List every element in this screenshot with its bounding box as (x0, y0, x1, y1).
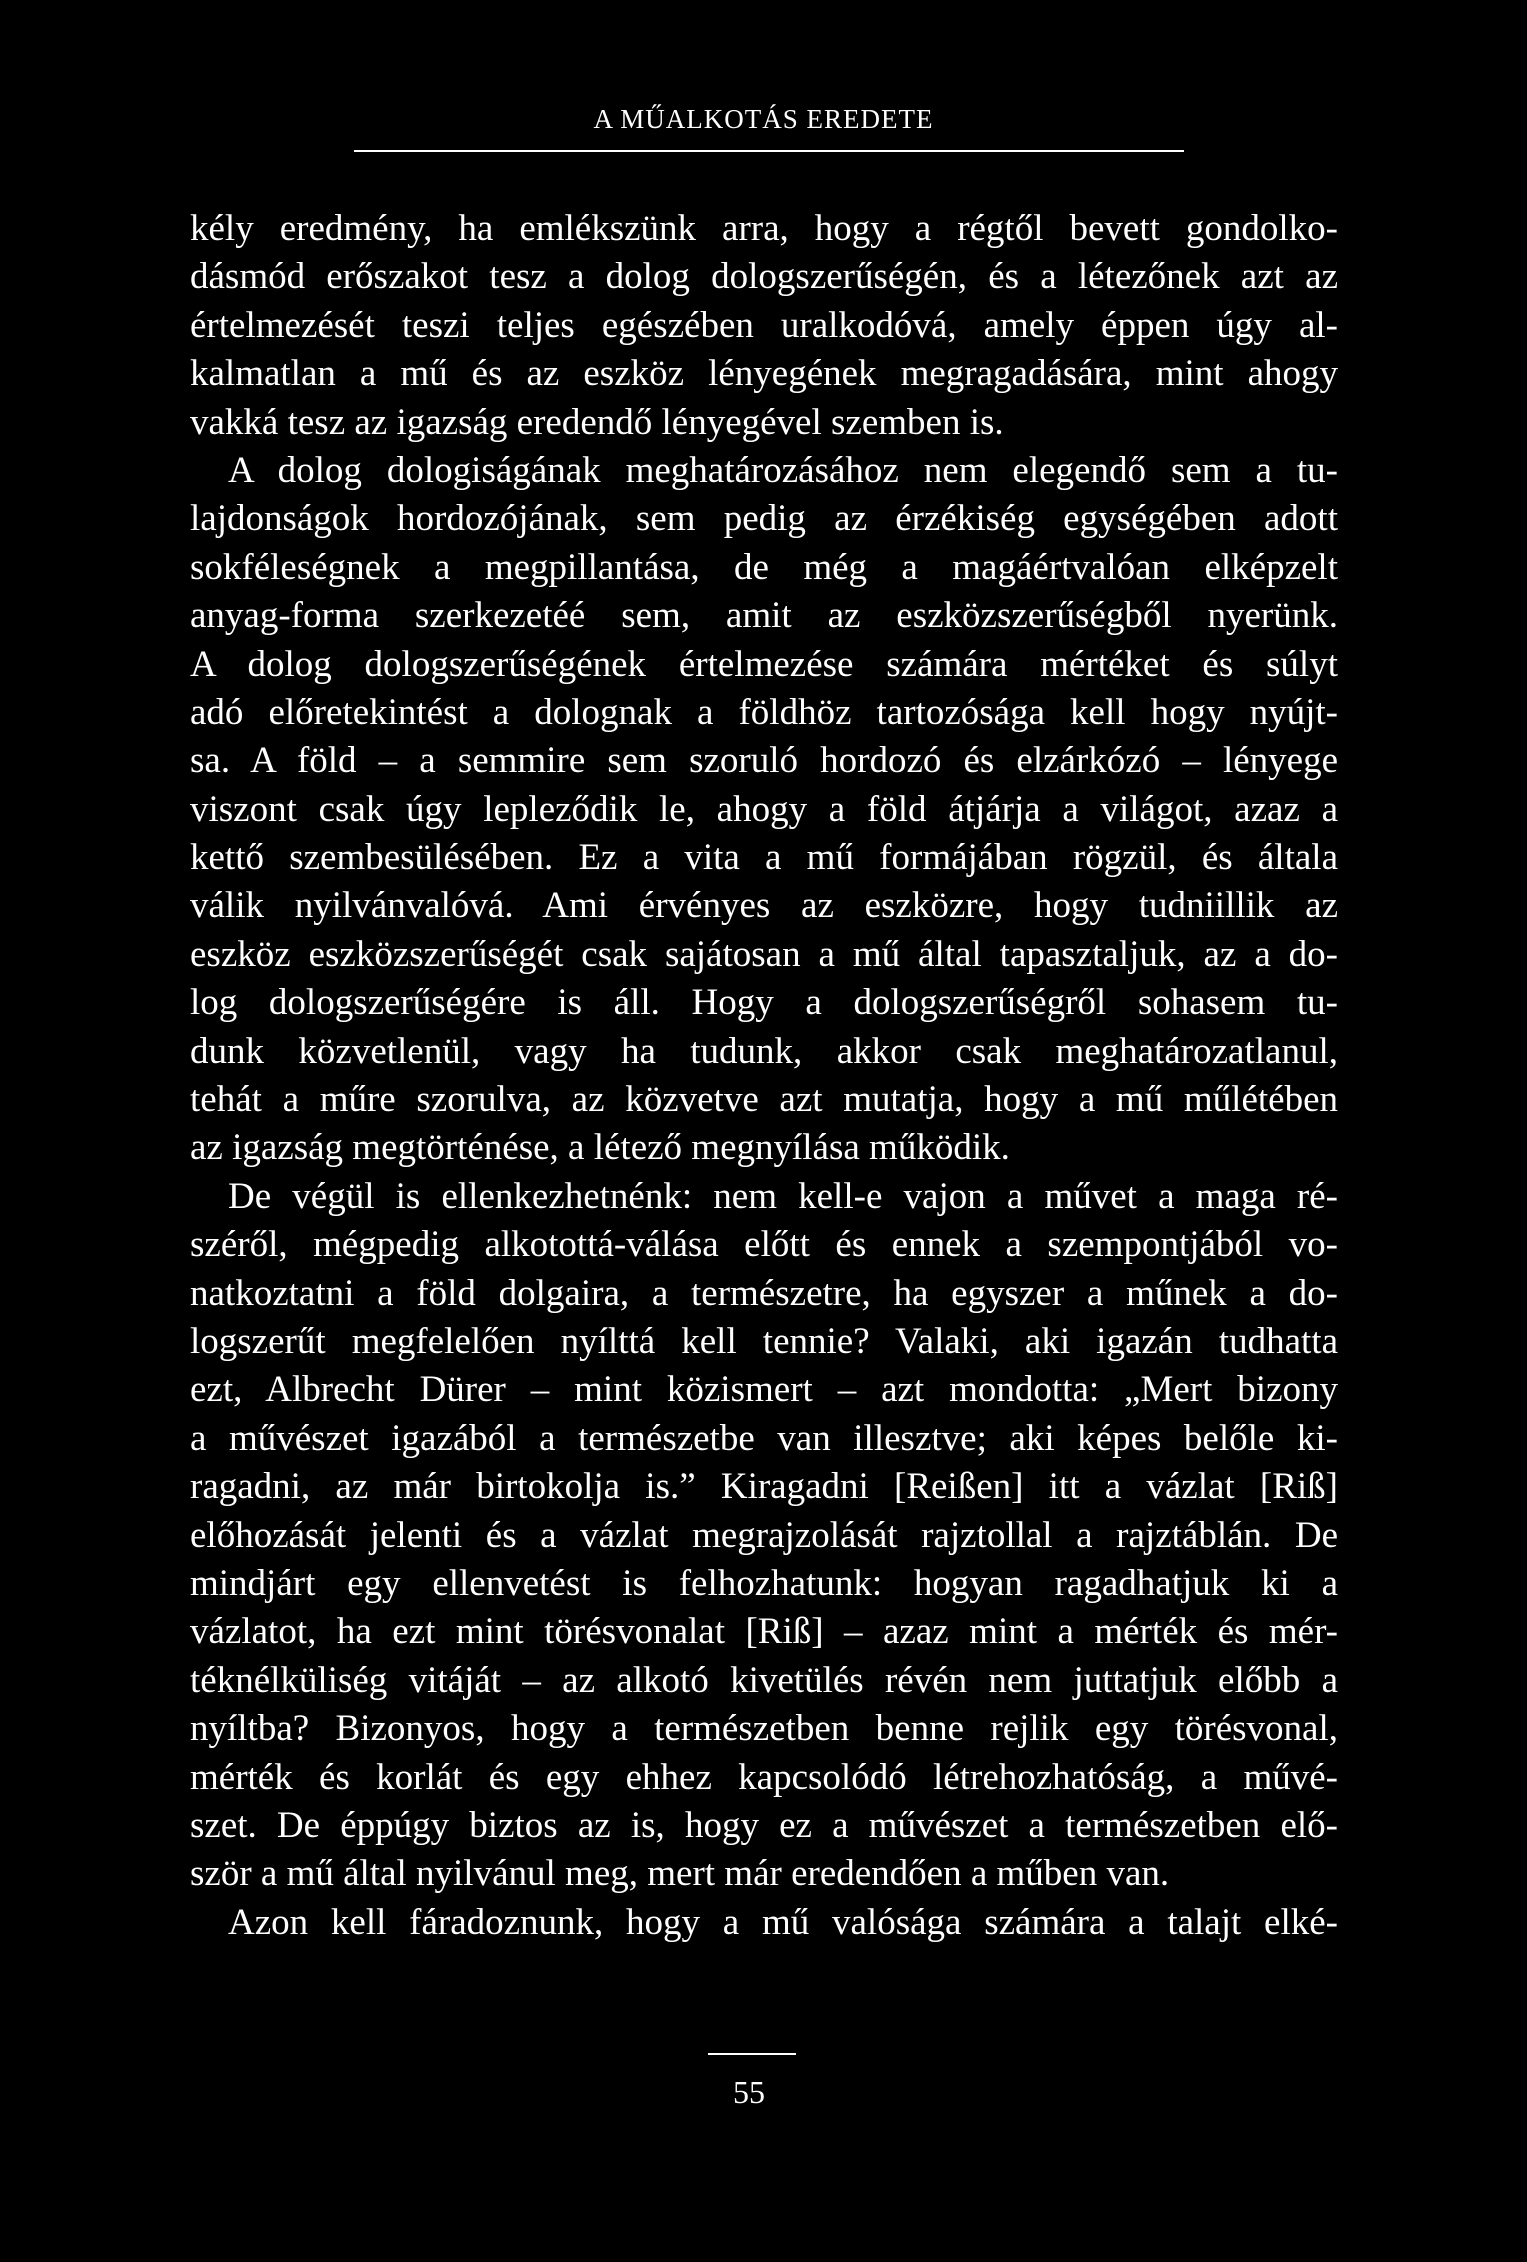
text-line: natkoztatni a föld dolgaira, a természetre, ha egyszer a műnek a do- (190, 1272, 1338, 1314)
text-line: dunk közvetlenül, vagy ha tudunk, akkor csak meghatározatlanul, (190, 1030, 1338, 1072)
text-line: kély eredmény, ha emlékszünk arra, hogy a régtől bevett gondolko- (190, 208, 1338, 249)
text-line: vázlatot, ha ezt mint törésvonalat [Riß] – azaz mint a mérték és mér- (190, 1611, 1338, 1653)
running-head: A MŰALKOTÁS EREDETE (593, 104, 934, 134)
text-line: nyíltba? Bizonyos, hogy a természetben benne rejlik egy törésvonal, (190, 1708, 1338, 1750)
text-line: sokféleségnek a megpillantása, de még a magáértvalóan elképzelt (190, 546, 1338, 588)
text-line: a művészet igazából a természetbe van illesztve; aki képes belőle ki- (190, 1417, 1338, 1459)
text-line: adó előretekintést a dolognak a földhöz tartozósága kell hogy nyújt- (190, 691, 1338, 733)
text-line: viszont csak úgy lepleződik le, ahogy a föld átjárja a világot, azaz a (190, 788, 1338, 830)
text-line: De végül is ellenkezhetnénk: nem kell-e vajon a művet a maga ré- (228, 1175, 1338, 1217)
text-line: előhozását jelenti és a vázlat megrajzolását rajztollal a rajztáblán. De (190, 1514, 1338, 1556)
text-line: válik nyilvánvalóvá. Ami érvényes az eszközre, hogy tudniillik az (190, 885, 1338, 927)
text-line: log dologszerűségére is áll. Hogy a dologszerűségről sohasem tu- (190, 982, 1338, 1024)
header-rule (354, 150, 1184, 152)
text-line: értelmezését teszi teljes egészében uralkodóvá, amely éppen úgy al- (190, 304, 1338, 346)
text-line: sa. A föld – a semmire sem szoruló hordozó és elzárkózó – lényege (190, 740, 1338, 782)
text-line: Azon kell fáradoznunk, hogy a mű valósága számára a talajt elké- (228, 1901, 1338, 1943)
text-line: kettő szembesülésében. Ez a vita a mű formájában rögzül, és általa (190, 837, 1338, 879)
text-line: mindjárt egy ellenvetést is felhozhatunk: hogyan ragadhatjuk ki a (190, 1562, 1338, 1604)
text-line: kalmatlan a mű és az eszköz lényegének megragadására, mint ahogy (190, 353, 1338, 395)
text-line: A dolog dologszerűségének értelmezése számára mértéket és súlyt (190, 643, 1338, 685)
text-line: A dolog dologiságának meghatározásához nem elegendő sem a tu- (228, 449, 1338, 491)
text-line: lajdonságok hordozójának, sem pedig az érzékiség egységében adott (190, 498, 1338, 540)
text-line: téknélküliség vitáját – az alkotó kivetülés révén nem juttatjuk előbb a (190, 1659, 1338, 1701)
text-line: mérték és korlát és egy ehhez kapcsolódó létrehozhatóság, a művé- (190, 1756, 1338, 1798)
text-line: dásmód erőszakot tesz a dolog dologszerűségén, és a létezőnek azt az (190, 256, 1338, 298)
text-line: vakká tesz az igazság eredendő lényegével szemben is. (190, 401, 1004, 443)
text-line: az igazság megtörténése, a létező megnyílása működik. (190, 1127, 1010, 1169)
body-text (190, 205, 1338, 1947)
text-line: szet. De éppúgy biztos az is, hogy ez a művészet a természetben elő- (190, 1804, 1338, 1846)
text-line: széről, mégpedig alkotottá-válása előtt és ennek a szempontjából vo- (190, 1224, 1338, 1266)
text-line: eszköz eszközszerűségét csak sajátosan a mű által tapasztaljuk, az a do- (190, 933, 1338, 975)
text-line: tehát a műre szorulva, az közvetve azt mutatja, hogy a mű műlétében (190, 1079, 1338, 1121)
text-line: ragadni, az már birtokolja is.” Kiragadni [Reißen] itt a vázlat [Riß] (190, 1466, 1338, 1508)
text-line: anyag-forma szerkezetéé sem, amit az eszközszerűségből nyerünk. (190, 595, 1338, 637)
footer-rule (708, 2053, 796, 2055)
text-line: logszerűt megfelelően nyílttá kell tennie? Valaki, aki igazán tudhatta (190, 1320, 1338, 1362)
text-line: ször a mű által nyilvánul meg, mert már eredendően a műben van. (190, 1853, 1170, 1895)
text-line: ezt, Albrecht Dürer – mint közismert – azt mondotta: „Mert bizony (190, 1369, 1338, 1411)
page-number: 55 (733, 2074, 765, 2110)
